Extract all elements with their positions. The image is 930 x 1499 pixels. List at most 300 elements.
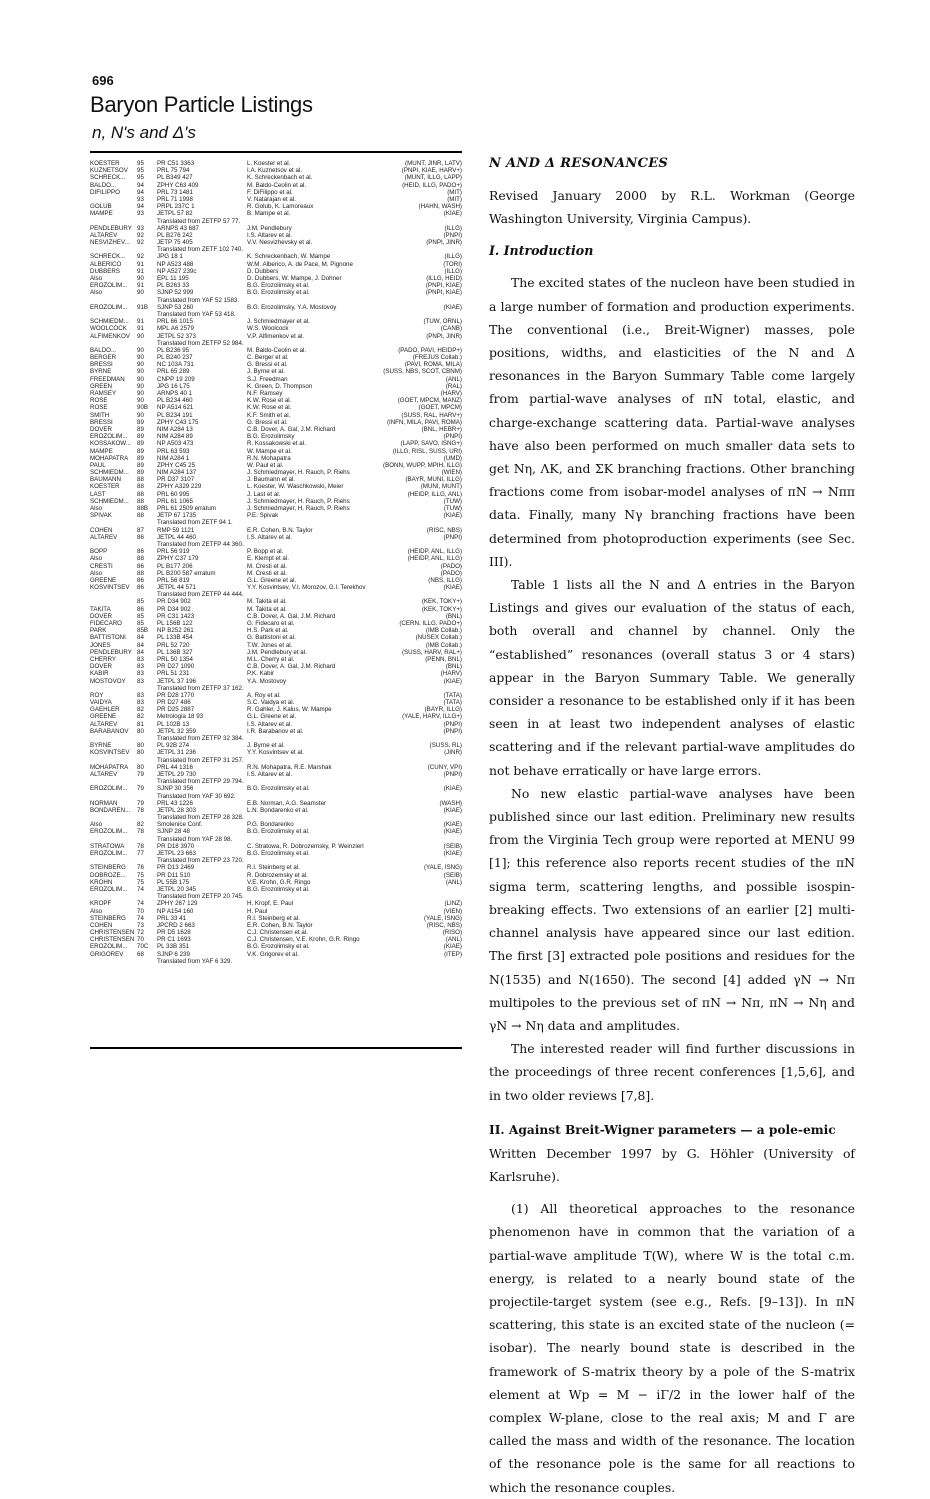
reference-row [90, 361, 462, 368]
reference-year: 90 [137, 332, 144, 340]
reference-key: ALBERICO [90, 260, 122, 268]
reference-authors: L. Koester et al. [247, 160, 291, 167]
reference-year: 84 [137, 634, 144, 642]
reference-institutions: (KIAE) [443, 850, 462, 857]
reference-row [90, 908, 462, 915]
reference-journal: JETPL 32 359 [157, 727, 196, 735]
reference-key: FREEDMAN [90, 375, 125, 383]
reference-institutions: (PNPI, KIAE) [425, 282, 462, 290]
reference-row [90, 160, 462, 167]
reference-row [90, 404, 462, 411]
reference-institutions: (ITEP) [444, 950, 462, 958]
reference-year: 88 [137, 569, 144, 577]
reference-authors: P.E. Spivak [247, 512, 279, 520]
reference-year: 88B [137, 505, 149, 512]
reference-translation-note [90, 541, 462, 548]
reference-journal: NP A154 160 [157, 907, 194, 915]
reference-row [90, 527, 462, 534]
reference-list [90, 160, 462, 965]
reference-year: 93 [137, 210, 144, 218]
reference-key: DOVER [90, 425, 113, 433]
reference-key: SCHMIEDM... [90, 497, 129, 505]
reference-key: PAUL [90, 461, 106, 469]
reference-year: 74 [137, 885, 144, 893]
reference-key: EROZOLIM... [90, 785, 128, 793]
reference-authors: V.K. Grigorev et al. [247, 950, 299, 958]
reference-key: EROZOLIM... [90, 943, 128, 951]
reference-key: ROSE [90, 397, 108, 405]
reference-year: 90 [137, 382, 144, 390]
reference-authors: L. Koester, W. Waschkowski, Meier [247, 483, 344, 491]
reference-year: 91B [137, 303, 149, 311]
reference-key: CHRISTENSEN [90, 929, 135, 937]
reference-journal: PL B240 237 [157, 354, 193, 362]
reference-institutions: (SUSS, NBS, SCOT, CBNM) [383, 368, 462, 376]
paragraph: (1) All theoretical approaches to the resonance phenomenon have in common that the variation of a partial-wave amplitude T(W), where W is the total c.m. energy, is related to a nearly bound state of the projectile-target system (see e.g., Refs. [9–13]). In πN scattering, this state is an excited state of the nucleon (= isobar). The nearly bound state is described in the framework of S-matrix theory by a pole of the S-matrix element at Wp = M − iΓ/2 in the lower half of the complex W-plane, close to the real axis; M and Γ are called the mass and width of the resonance. The location of the resonance pole is the same for all reactions to which the resonance couples. [489, 1201, 855, 1495]
reference-translation-note [90, 757, 462, 764]
reference-translation-note [90, 685, 462, 692]
reference-row [90, 864, 462, 871]
reference-authors: C.B. Dover, A. Gal, J.M. Richard [247, 612, 336, 620]
reference-year: 83 [137, 691, 144, 699]
reference-institutions: (NUSEX Collab.) [415, 634, 462, 642]
translation-note: Translated from YAF 52 1583. [157, 296, 240, 304]
reference-authors: M. Baldo-Ceolin et al. [247, 346, 307, 354]
reference-year: 86 [137, 533, 144, 541]
reference-journal: PL B234 460 [157, 397, 193, 405]
reference-key: ALTAREV [90, 770, 118, 778]
reference-institutions: (SEIB) [443, 871, 462, 879]
reference-authors: S.C. Vaidya et al. [247, 699, 295, 707]
reference-row [90, 771, 462, 778]
reference-key: BRESSI [90, 361, 113, 369]
reference-key: GREENE [90, 576, 117, 584]
reference-year: 74 [137, 900, 144, 908]
reference-authors: K.W. Rose et al. [247, 397, 292, 405]
reference-row [90, 483, 462, 490]
reference-year: 85 [137, 620, 144, 627]
reference-journal: ZPHY A329 229 [157, 483, 202, 491]
reference-year: 90 [137, 397, 144, 405]
reference-translation-note [90, 311, 462, 318]
reference-key: MAMPE [90, 447, 113, 455]
reference-key: BAUMANN [90, 476, 121, 484]
reference-key: KOSVINTSEV [90, 749, 130, 757]
reference-row [90, 383, 462, 390]
reference-year: 92 [137, 253, 144, 261]
reference-key: BOPP [90, 548, 108, 556]
reference-key: BATTISTONI [90, 634, 126, 642]
reference-translation-note [90, 793, 462, 800]
reference-key: ALFIMENKOV [90, 332, 130, 340]
reference-key: NESVIZHEV... [90, 239, 130, 247]
reference-authors: R. Kossakowski et al. [247, 440, 306, 448]
reference-key: EROZOLIM... [90, 433, 128, 441]
reference-authors: L.N. Bondarenko et al. [247, 806, 309, 814]
reference-key: GOLUB [90, 203, 112, 211]
reference-year: 70 [137, 907, 144, 915]
reference-institutions: (PNPI) [443, 231, 462, 239]
reference-institutions: (ILLG, HEID) [426, 275, 462, 282]
reference-year: 89 [137, 433, 144, 441]
reference-year: 88 [137, 476, 144, 484]
reference-year: 82 [137, 713, 144, 721]
reference-institutions: (WASH) [439, 799, 462, 807]
reference-year: 79 [137, 799, 144, 807]
reference-key: PENDLEBURY [90, 648, 132, 656]
reference-institutions: (KIAE) [443, 677, 462, 685]
reference-row [90, 721, 462, 728]
reference-year: 90 [137, 346, 144, 354]
reference-key: BYRNE [90, 742, 112, 750]
reference-institutions: (ANL) [445, 375, 462, 383]
reference-row [90, 879, 462, 886]
reference-authors: J. Baumann et al. [247, 476, 296, 484]
reference-journal: JPCRD 2 663 [157, 921, 195, 929]
translation-note: Translated from ZETFP 44 444. [157, 591, 244, 599]
reference-row [90, 843, 462, 850]
reference-authors: N.F. Ramsey [247, 390, 283, 397]
reference-journal: ZPHY 267 129 [157, 900, 198, 908]
reference-translation-note [90, 246, 462, 253]
reference-institutions: (TUW) [443, 497, 462, 505]
reference-institutions: (KIAE) [443, 512, 462, 520]
reference-key: PARK [90, 627, 107, 635]
reference-authors: W.M. Alberico, A. de Pace, M. Pignone [247, 260, 353, 268]
reference-row [90, 239, 462, 246]
reference-journal: PR D11 510 [157, 871, 191, 879]
paragraph: The excited states of the nucleon have been studied in a large number of formation and production experiments. The conventional (i.e., Breit-Wigner) masses, pole positions, widths, and elasticities of the N and Δ resonances in the Baryon Summary Table come largely from partial-wave analyses of πN total, elastic, and charge-exchange scattering data. Partial-wave analyses have also been performed on much smaller data sets to get Nη, ΛK, and ΣK branching fractions. Other branching fractions come from isobar-model analyses of πN → Nππ data. Finally, many Nγ branching fractions have been determined from photoproduction experiments (see Sec. III). [489, 275, 855, 569]
reference-institutions: (RISC, NBS) [426, 921, 462, 929]
reference-authors: S.J. Freedman [247, 375, 288, 383]
reference-key: ALTAREV [90, 533, 118, 541]
reference-authors: D. Dubbers [247, 267, 279, 275]
reference-journal: PRL 43 1226 [157, 799, 193, 807]
reference-row [90, 943, 462, 950]
reference-row [90, 174, 462, 181]
reference-authors: J. Schmiedmayer, H. Rauch, P. Riehs [247, 505, 350, 512]
reference-institutions: (KIAE) [443, 828, 462, 836]
reference-year: 91 [137, 318, 144, 326]
reference-journal: NIM A284 137 [157, 469, 197, 477]
reference-key: STRATOWA [90, 842, 125, 850]
reference-key: MOHAPATRA [90, 763, 129, 771]
reference-key: KOESTER [90, 483, 120, 491]
reference-row [90, 922, 462, 929]
reference-institutions: (CERN, ILLG, PADO+) [399, 620, 462, 627]
reference-journal: PL 136B 327 [157, 648, 193, 656]
reference-journal: PR C51 3363 [157, 160, 195, 167]
reference-year: 83 [137, 655, 144, 663]
reference-journal: NIM A284 1 [157, 454, 190, 462]
reference-authors: M. Baldo-Ceolin et al. [247, 181, 307, 189]
reference-institutions: (HEIDP, ILLG, ANL) [407, 490, 462, 498]
reference-authors: R.I. Steinberg et al. [247, 864, 300, 872]
reference-key: RAMSEY [90, 390, 117, 397]
reference-institutions: (HEIDP, ANL, ILLG) [407, 548, 462, 556]
reference-journal: PL B263 33 [157, 282, 190, 290]
reference-year: 94 [137, 188, 144, 196]
reference-authors: F. DiFilippo et al. [247, 188, 293, 196]
reference-institutions: (PNPI, KIAE) [425, 289, 462, 297]
reference-journal: JETP 75 405 [157, 239, 193, 247]
reference-row [90, 210, 462, 217]
reference-year: 92 [137, 239, 144, 247]
reference-institutions: (KIAE) [443, 806, 462, 814]
reference-row [90, 232, 462, 239]
reference-row [90, 699, 462, 706]
reference-authors: Y.Y. Kosvintsev et al. [247, 749, 304, 757]
reference-institutions: (WIEN) [441, 469, 462, 477]
reference-key: MOSTOVOY [90, 677, 126, 685]
reference-institutions: (CANB) [440, 325, 462, 333]
reference-row [90, 476, 462, 483]
reference-row [90, 598, 462, 605]
reference-year: 85B [137, 627, 149, 635]
reference-authors: E.R. Cohen, B.N. Taylor [247, 921, 313, 929]
reference-authors: K. Green, D. Thompson [247, 382, 313, 390]
reference-journal: NP A527 239c [157, 267, 197, 275]
reference-authors: G.L. Greene et al. [247, 713, 297, 721]
translation-note: Translated from ZETFP 20 745. [157, 893, 244, 901]
reference-row [90, 268, 462, 275]
translation-note: Translated from ZETFP 23 720. [157, 857, 244, 865]
reference-institutions: (HARV) [440, 390, 462, 397]
reference-row [90, 289, 462, 296]
reference-year: 77 [137, 850, 144, 857]
reference-year: 80 [137, 727, 144, 735]
reference-journal: JETPL 44 460 [157, 533, 196, 541]
reference-institutions: (PNPI) [443, 727, 462, 735]
reference-authors: A. Roy et al. [247, 691, 281, 699]
reference-authors: C. Berger et al. [247, 354, 289, 362]
reference-authors: D. Dubbers, W. Mampe, J. Dohner [247, 275, 342, 282]
reference-institutions: (BNL) [445, 663, 462, 671]
reference-key: Also [90, 505, 103, 512]
reference-journal: NP A503 473 [157, 440, 194, 448]
reference-year: 83 [137, 677, 144, 685]
reference-year: 74 [137, 914, 144, 922]
reference-key: ROSE [90, 404, 108, 412]
reference-year: 95 [137, 167, 144, 175]
reference-journal: JETPL 44 571 [157, 584, 196, 592]
reference-journal: JETPL 31 236 [157, 749, 196, 757]
reference-key: CRESTI [90, 562, 113, 570]
reference-key: BRESSI [90, 418, 113, 426]
reference-year: 78 [137, 806, 144, 814]
reference-institutions: (JINR) [444, 749, 462, 757]
reference-row [90, 376, 462, 383]
reference-journal: PR D13 2469 [157, 864, 195, 872]
reference-year: 90 [137, 361, 144, 369]
reference-key: KOESTER [90, 160, 120, 167]
reference-journal: CNPP 19 209 [157, 375, 195, 383]
reference-authors: J. Byrne et al. [247, 742, 285, 750]
reference-authors: B.G. Erozolimsky et al. [247, 785, 310, 793]
reference-journal: PRL 33 41 [157, 914, 187, 922]
reference-key [90, 598, 137, 605]
reference-authors: I.R. Barabanov et al. [247, 727, 304, 735]
reference-authors: M. Takita et al. [247, 605, 287, 613]
reference-key: STEINBERG [90, 864, 126, 872]
reference-key: BERGER [90, 354, 117, 362]
reference-institutions: (ILLG) [444, 267, 462, 275]
translation-note: Translated from YAF 28 98. [157, 835, 233, 843]
reference-authors: R.N. Mohapatra [247, 454, 291, 462]
reference-key: GREENE [90, 713, 117, 721]
reference-institutions: (PADO, PAVI, HEIDP+) [398, 346, 462, 354]
reference-year: 89 [137, 425, 144, 433]
reference-year: 86 [137, 605, 144, 613]
reference-row [90, 368, 462, 375]
reference-institutions: (PAVI, ROMA, MILA) [404, 361, 462, 369]
reference-journal: Metrologia 18 93 [157, 713, 204, 721]
reference-year: 70C [137, 943, 149, 951]
reference-institutions: (MUNT, JINR, LATV) [405, 160, 462, 167]
reference-row [90, 412, 462, 419]
reference-year: 90 [137, 368, 144, 376]
reference-year: 90B [137, 404, 149, 412]
reference-journal: PR D18 3970 [157, 842, 195, 850]
reference-authors: E.B. Norman, A.G. Seamster [247, 799, 327, 807]
reference-year: 91 [137, 282, 144, 290]
reference-key: EROZOLIM... [90, 850, 128, 857]
reference-translation-note [90, 958, 462, 965]
reference-journal: RMP 59 1121 [157, 526, 195, 534]
reference-institutions: (BNL) [445, 612, 462, 620]
reference-year: 93 [137, 195, 144, 203]
reference-year: 90 [137, 275, 144, 282]
reference-key: SCHRECK... [90, 253, 126, 261]
reference-institutions: (INFN, MILA, PAVI, ROMA) [386, 418, 462, 426]
reference-authors: M.L. Cherry et al. [247, 655, 295, 663]
reference-year: 83 [137, 699, 144, 707]
reference-year: 84 [137, 641, 144, 649]
reference-row [90, 936, 462, 943]
reference-translation-note [90, 340, 462, 347]
reference-authors: R. Golub, K. Lamoreaux [247, 203, 314, 211]
reference-row [90, 713, 462, 720]
reference-authors: R. Gahler, J. Kalus, W. Mampe [247, 706, 332, 714]
reference-journal: NC 103A 731 [157, 361, 194, 369]
reference-institutions: (SUSS, RL) [429, 742, 462, 750]
reference-institutions: (KIAE) [443, 303, 462, 311]
translation-note: Translated from ZETFP 31 257. [157, 756, 244, 764]
reference-year: 75 [137, 878, 144, 886]
reference-year: 68 [137, 950, 144, 958]
reference-journal: PL 92B 274 [157, 742, 190, 750]
reference-authors: K.W. Rose et al. [247, 404, 292, 412]
reference-journal: PRL 60 995 [157, 490, 190, 498]
reference-key: ALTAREV [90, 720, 118, 728]
reference-row [90, 469, 462, 476]
paragraph: The interested reader will find further discussions in the proceedings of three recent conferences [1,5,6], and in two older reviews [7,8]. [489, 1041, 855, 1103]
reference-journal: PRL 75 794 [157, 167, 190, 175]
reference-journal: PR D27 1090 [157, 663, 195, 671]
reference-authors: R. Dobrozemsky et al. [247, 871, 308, 879]
reference-journal: PRL 73 1481 [157, 188, 193, 196]
reference-row [90, 563, 462, 570]
reference-authors: B.G. Erozolimsky et al. [247, 282, 310, 290]
reference-key: BONDAREN... [90, 806, 131, 814]
reference-row [90, 850, 462, 857]
reference-institutions: (ILLG, RISL, SUSS, URI) [392, 447, 462, 455]
reference-authors: W.S. Woolcock [247, 325, 289, 333]
reference-year: 88 [137, 483, 144, 491]
reference-journal: EPL 11 195 [157, 275, 189, 282]
reference-year: 89 [137, 461, 144, 469]
reference-authors: P. Bopp et al. [247, 548, 284, 556]
reference-journal: PRL 61 2509 erratum [157, 505, 216, 512]
reference-journal: JETP 67 1735 [157, 512, 197, 520]
reference-authors: B.G. Erozolimsky et al. [247, 943, 310, 951]
reference-year: 93 [137, 224, 144, 232]
reference-year: 80 [137, 763, 144, 771]
reference-authors: I.S. Altarev et al. [247, 770, 293, 778]
reference-authors: Y.Y. Kosvintsev, V.I. Morozov, G.I. Terekhov [247, 584, 366, 592]
reference-journal: PR D5 1628 [157, 929, 191, 937]
reference-journal: JETPL 20 345 [157, 885, 196, 893]
reference-institutions: (BONN, WUPP, MPIH, ILLG) [383, 461, 462, 469]
reference-authors: T.W. Jones et al. [247, 641, 293, 649]
reference-key: MOHAPATRA [90, 454, 129, 462]
reference-translation-note [90, 893, 462, 900]
reference-journal: PRL 44 1316 [157, 763, 193, 771]
reference-authors: J.M. Pendlebury et al. [247, 648, 307, 656]
reference-authors: H. Kropf, E. Paul [247, 900, 294, 908]
reference-key: Also [90, 907, 103, 915]
reference-row [90, 649, 462, 656]
reference-institutions: (KIAE) [443, 943, 462, 951]
reference-institutions: (ANL) [445, 878, 462, 886]
reference-authors: V.P. Alfimenkov et al. [247, 332, 305, 340]
reference-authors: R.N. Mohapatra, R.E. Marshak [247, 763, 332, 771]
reference-year: 95 [137, 174, 144, 182]
reference-row [90, 498, 462, 505]
reference-institutions: (PNPI, KIAE, HARV+) [401, 167, 462, 175]
reference-institutions: (YALE, HARV, ILLG+) [402, 713, 462, 721]
reference-institutions: (NBS, ILLG) [428, 576, 462, 584]
reference-journal: PRL 51 231 [157, 670, 190, 678]
reference-journal: PRL 65 289 [157, 368, 190, 376]
reference-journal: PL 102B 13 [157, 720, 190, 728]
reference-row [90, 584, 462, 591]
reference-journal: PL 133B 454 [157, 634, 193, 642]
reference-institutions: (HEID, ILLG, PADO+) [402, 181, 462, 189]
reference-year: 70 [137, 936, 144, 944]
reference-journal: ARNPS 40 1 [157, 390, 193, 397]
reference-key: CHERRY [90, 655, 117, 663]
reference-institutions: (HEIDP, ANL, ILLG) [407, 555, 462, 563]
reference-key: NORMAN [90, 799, 118, 807]
reference-journal: NP B252 261 [157, 627, 194, 635]
reference-key: VAIDYA [90, 699, 112, 707]
reference-key: Also [90, 555, 103, 563]
reference-row [90, 570, 462, 577]
reference-key: LAST [90, 490, 106, 498]
reference-key: BALDO... [90, 346, 117, 354]
reference-institutions: (PNPI, JINR) [426, 239, 462, 247]
reference-institutions: (TORI) [443, 260, 462, 268]
reference-row [90, 764, 462, 771]
reference-journal: SJNP 52 999 [157, 289, 194, 297]
reference-authors: J. Schmiedmayer, H. Rauch, P. Riehs [247, 497, 350, 505]
reference-journal: PRL 50 1354 [157, 655, 193, 663]
reference-key: EROZOLIM... [90, 885, 128, 893]
reference-year: 85 [137, 612, 144, 620]
reference-year: 91 [137, 325, 144, 333]
reference-key: GRIGOREV [90, 950, 124, 958]
